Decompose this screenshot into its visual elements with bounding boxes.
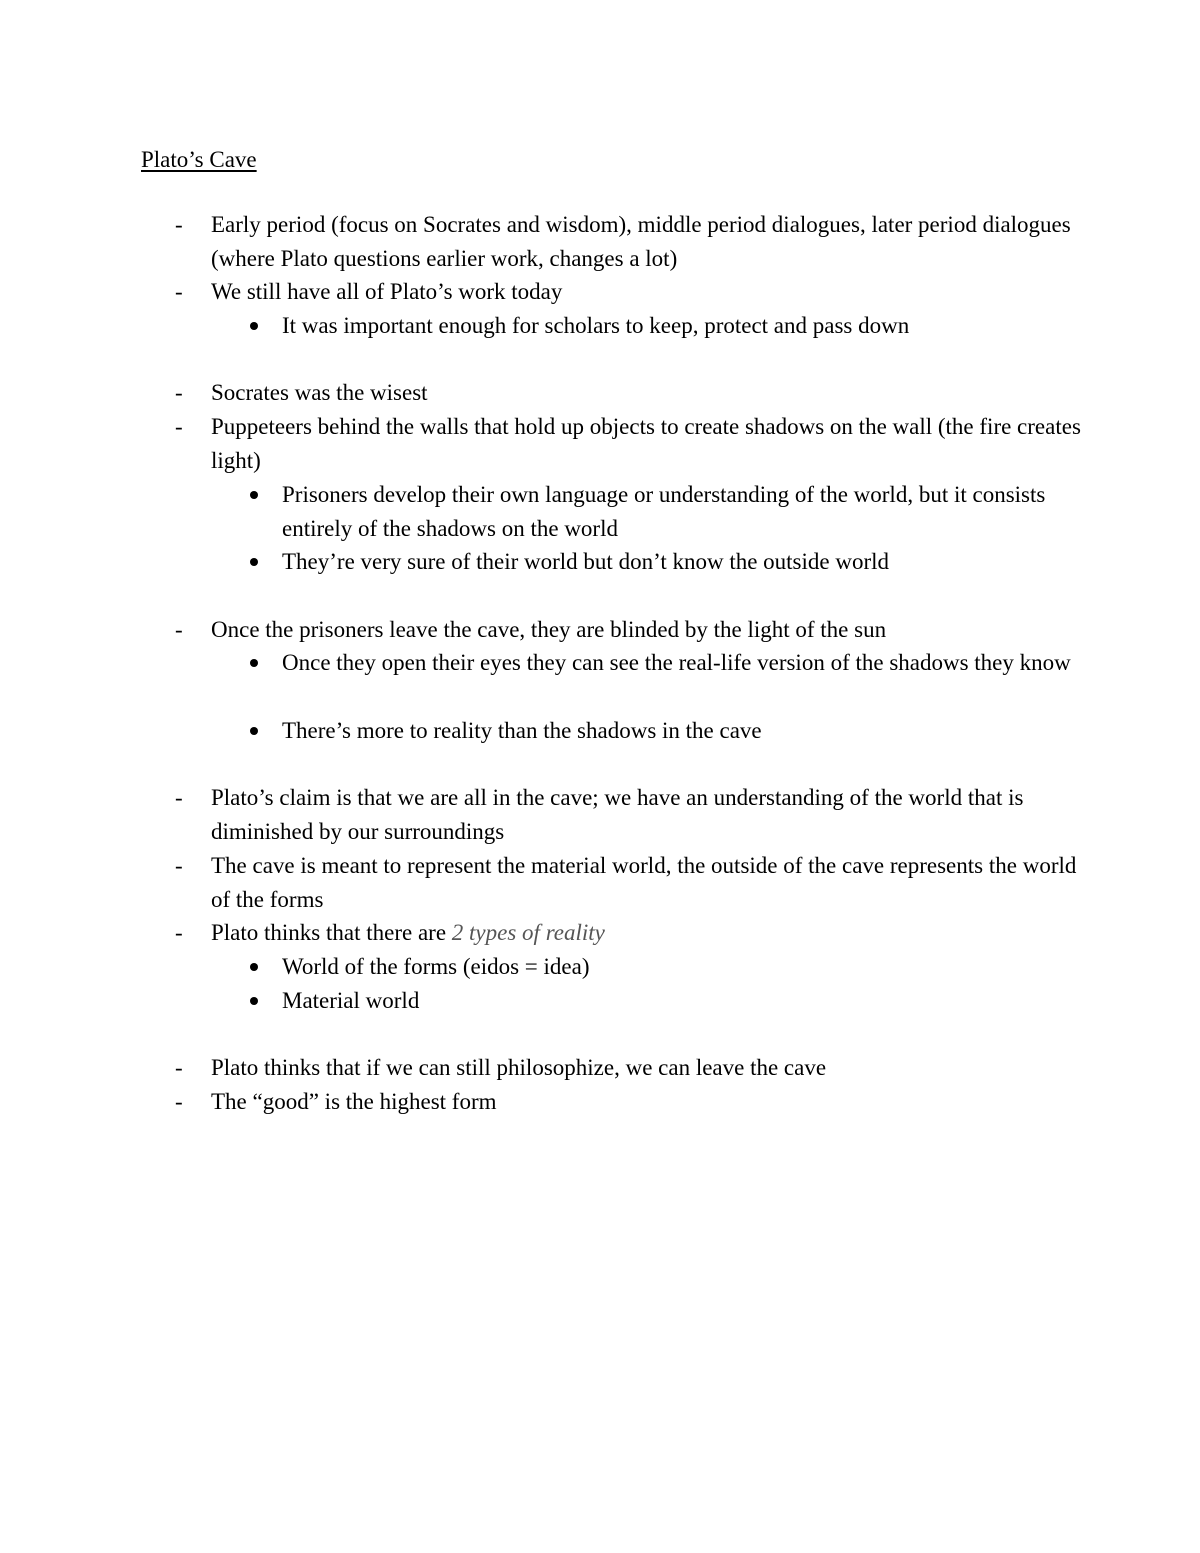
- page-title: Plato’s Cave: [141, 147, 257, 172]
- list-item: [282, 478, 1082, 545]
- list-item: [175, 410, 1091, 477]
- dash-marker: -: [175, 785, 183, 810]
- list-item: [282, 309, 1082, 343]
- dash-marker: -: [175, 380, 183, 405]
- dash-marker: -: [175, 414, 183, 439]
- bullet-icon: [250, 963, 258, 971]
- list-item: [282, 714, 1082, 748]
- list-item: [175, 1051, 1091, 1085]
- list-item: [175, 613, 1091, 647]
- dash-marker: -: [175, 853, 183, 878]
- list-item: [282, 950, 1082, 984]
- bullet-icon: [250, 558, 258, 566]
- list-item: [175, 916, 1091, 950]
- list-item-text: Socrates was the wisest: [211, 380, 428, 405]
- dash-marker: -: [175, 279, 183, 304]
- list-item-text: Prisoners develop their own language or understanding of the world, but it consists entirely of the shadows on the world: [282, 482, 1046, 541]
- list-item-italic-text: 2 types of reality: [451, 920, 605, 945]
- bullet-icon: [250, 997, 258, 1005]
- list-item: [175, 1085, 1091, 1119]
- list-item-text: World of the forms (eidos = idea): [282, 954, 590, 979]
- list-item-text: They’re very sure of their world but don’t know the outside world: [282, 549, 890, 574]
- list-item: [282, 984, 1082, 1018]
- list-item-text: Plato’s claim is that we are all in the cave; we have an understanding of the world that is diminished by our surroundings: [211, 785, 1024, 844]
- dash-marker: -: [175, 617, 183, 642]
- list-item-text: Material world: [282, 988, 420, 1013]
- list-item-text: The cave is meant to represent the material world, the outside of the cave represents the world of the forms: [211, 853, 1077, 912]
- list-item-text: Plato thinks that there are: [211, 920, 452, 945]
- bullet-icon: [250, 727, 258, 735]
- list-item-text: Once the prisoners leave the cave, they are blinded by the light of the sun: [211, 617, 887, 642]
- dash-marker: -: [175, 1055, 183, 1080]
- list-item: [175, 376, 1091, 410]
- list-item-text: We still have all of Plato’s work today: [211, 279, 563, 304]
- dash-marker: -: [175, 1089, 183, 1114]
- list-item-text: Once they open their eyes they can see the real-life version of the shadows they know: [282, 650, 1071, 675]
- list-item-text: Early period (focus on Socrates and wisdom), middle period dialogues, later period dialogues (where Plato questions earlier work, changes a lot): [211, 212, 1071, 271]
- list-item: [175, 849, 1091, 916]
- list-item: [282, 646, 1082, 680]
- list-item: [175, 781, 1091, 848]
- list-item: [282, 545, 1082, 579]
- list-item-text: The “good” is the highest form: [211, 1089, 497, 1114]
- list-item-text: It was important enough for scholars to keep, protect and pass down: [282, 313, 910, 338]
- list-item-text: There’s more to reality than the shadows in the cave: [282, 718, 762, 743]
- list-item: [175, 275, 1091, 309]
- list-item: [175, 208, 1091, 275]
- dash-marker: -: [175, 920, 183, 945]
- list-item-text: Puppeteers behind the walls that hold up objects to create shadows on the wall (the fire creates light): [211, 414, 1081, 473]
- list-item-text: Plato thinks that if we can still philosophize, we can leave the cave: [211, 1055, 827, 1080]
- bullet-icon: [250, 322, 258, 330]
- bullet-icon: [250, 491, 258, 499]
- bullet-icon: [250, 659, 258, 667]
- dash-marker: -: [175, 212, 183, 237]
